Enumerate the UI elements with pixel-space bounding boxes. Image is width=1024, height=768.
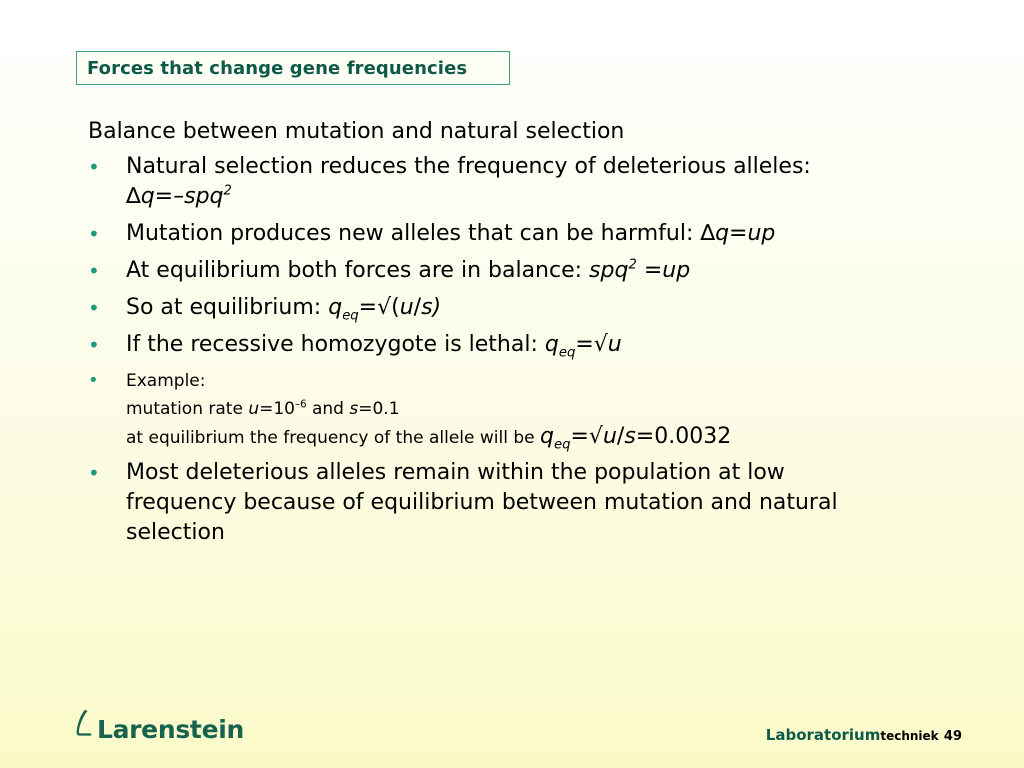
logo-text: Larenstein [96, 715, 244, 744]
bullet-marker: • [88, 333, 100, 357]
bullet-list [88, 152, 988, 548]
formula-delta-q-selection: ∆q=–spq$^2$ [126, 183, 232, 209]
bullet-balance [88, 256, 988, 286]
example-mutation-rate: mutation rate $u=10^{-6}$ and s=0.1 [126, 399, 400, 419]
slide-title-text: Forces that change gene frequencies [87, 57, 468, 79]
bullet-marker: • [88, 296, 100, 320]
example-result: at equilibrium the frequency of the allele will be $q_{eq}=√u/s=0.0032$ [126, 424, 732, 453]
bullet-marker: • [88, 461, 100, 485]
bullet-marker: • [88, 155, 100, 179]
conclusion-line-3: selection [126, 520, 225, 545]
formula-delta-q-mutation: ∆q=up [700, 221, 776, 246]
bullet-marker: • [88, 222, 100, 246]
footer-label [766, 726, 962, 744]
bullet-mutation-text: Mutation produces new alleles that can be harmful: [126, 221, 694, 246]
page-number: 49 [943, 729, 962, 744]
bullet-marker: • [88, 259, 100, 283]
slide-title [76, 51, 510, 85]
example-result-text: at equilibrium the frequency of the allele will be [126, 428, 535, 448]
formula-qeq-lethal: $q_{eq}=√u$ [544, 332, 622, 361]
bullet-equilibrium [88, 293, 988, 323]
bullet-example [88, 367, 988, 452]
example-and-text: and [311, 399, 344, 419]
larenstein-logo [74, 688, 244, 754]
formula-balance: spq$^2$ =up [589, 257, 691, 283]
conclusion-line-2: frequency because of equilibrium between mutation and natural [126, 490, 838, 515]
bullet-selection [88, 152, 988, 212]
larenstein-logo-icon [74, 692, 93, 754]
bullet-equilibrium-text: So at equilibrium: [126, 295, 322, 320]
footer-lab-word: Laboratorium [765, 726, 881, 744]
slide-content [88, 118, 988, 555]
bullet-selection-text: Natural selection reduces the frequency of deleterious alleles: [126, 154, 811, 179]
formula-qeq: $q_{eq}=√(u/s)$ [328, 295, 442, 324]
conclusion-line-1: Most deleterious alleles remain within the population at low [126, 460, 785, 485]
footer-tech-word: techniek [880, 729, 939, 743]
lead-text: Balance between mutation and natural selection [88, 119, 625, 144]
bullet-lethal-text: If the recessive homozygote is lethal: [126, 332, 538, 357]
bullet-balance-text: At equilibrium both forces are in balance: [126, 258, 583, 283]
bullet-conclusion [88, 458, 988, 548]
example-label: Example: [126, 371, 206, 391]
bullet-lethal [88, 330, 988, 360]
example-mutation-rate-text: mutation rate [126, 399, 243, 419]
bullet-mutation [88, 219, 988, 249]
bullet-marker: • [88, 370, 99, 391]
